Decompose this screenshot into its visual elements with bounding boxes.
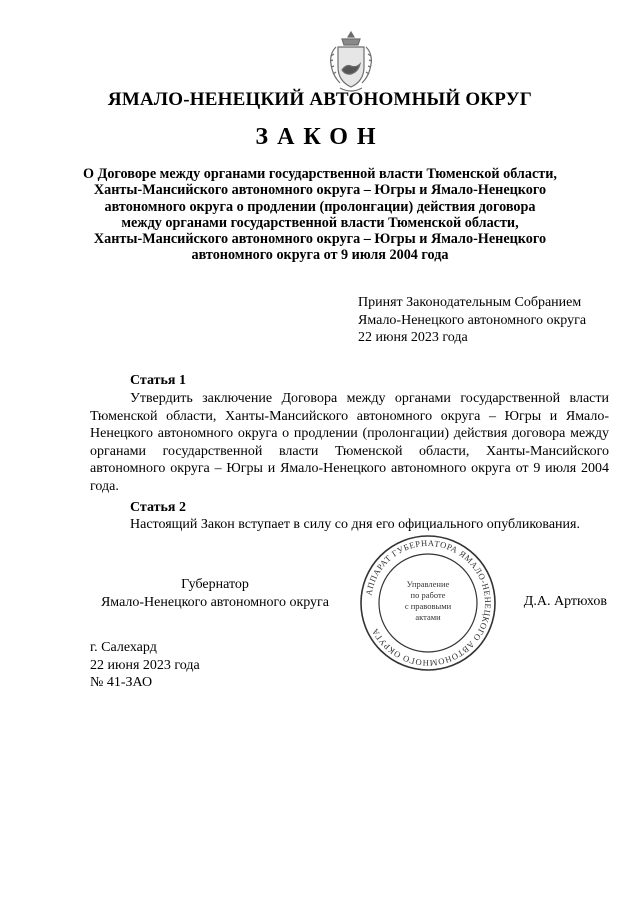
stamp-inner-line: по работе [410,590,446,600]
law-title-line: О Договоре между органами государственной власти Тюменской области, [83,166,557,182]
adoption-note [358,294,586,347]
signatory-position-line: Ямало-Ненецкого автономного округа [100,594,330,610]
document-type-heading: ЗАКОН [255,124,385,150]
footer-date: 22 июня 2023 года [90,657,200,673]
adoption-line: Ямало-Ненецкого автономного округа [358,312,587,328]
signatory-position [90,576,340,611]
official-stamp [359,534,497,672]
article-2-text: Настоящий Закон вступает в силу со дня его официального опубликования. [130,517,580,532]
adoption-line: Принят Законодательным Собранием [358,295,582,310]
law-title-line: Ханты-Мансийского автономного округа – Югры и Ямало-Ненецкого [93,182,547,199]
footer-city: г. Салехард [90,640,157,655]
coat-of-arms-emblem [326,30,376,94]
article-1-heading: Статья 1 [130,373,186,388]
region-title: ЯМАЛО-НЕНЕЦКИЙ АВТОНОМНЫЙ ОКРУГ [107,89,533,110]
stamp-inner-line: с правовыми [404,601,452,611]
law-title-line: Ханты-Мансийского автономного округа – Югры и Ямало-Ненецкого [93,231,547,248]
law-number: № 41-ЗАО [90,675,153,690]
law-title-line: автономного округа от 9 июля 2004 года [191,247,449,264]
signatory-name: Д.А. Артюхов [523,594,607,609]
article-1-text: Утвердить заключение Договора между органами государственной власти Тюменской области, Ханты-Мансийского автономного округа – Югры и Ямало-Ненецкого автономного округа о продлении (пролонгации) действия договора между органами государственной власти Тюменской области, Ханты-Мансийского автономного округа – Югры и Ямало-Ненецкого автономного округа от 9 июля 2004 года. [90,391,609,494]
law-title [80,166,560,264]
law-title-line: автономного округа о продлении (пролонгации) действия договора [104,198,536,215]
stamp-inner-line: актами [415,612,441,622]
article-2-heading: Статья 2 [130,500,186,515]
document-footer [90,639,200,692]
stamp-outer-text: АППАРАТ ГУБЕРНАТОРА ЯМАЛО-НЕНЕЦКОГО АВТОНОМНОГО ОКРУГА [363,537,494,669]
stamp-inner-line: Управление [406,579,450,589]
law-title-line: между органами государственной власти Тюменской области, [121,214,519,231]
adoption-date: 22 июня 2023 года [358,330,468,345]
signatory-position-line: Губернатор [181,577,249,592]
